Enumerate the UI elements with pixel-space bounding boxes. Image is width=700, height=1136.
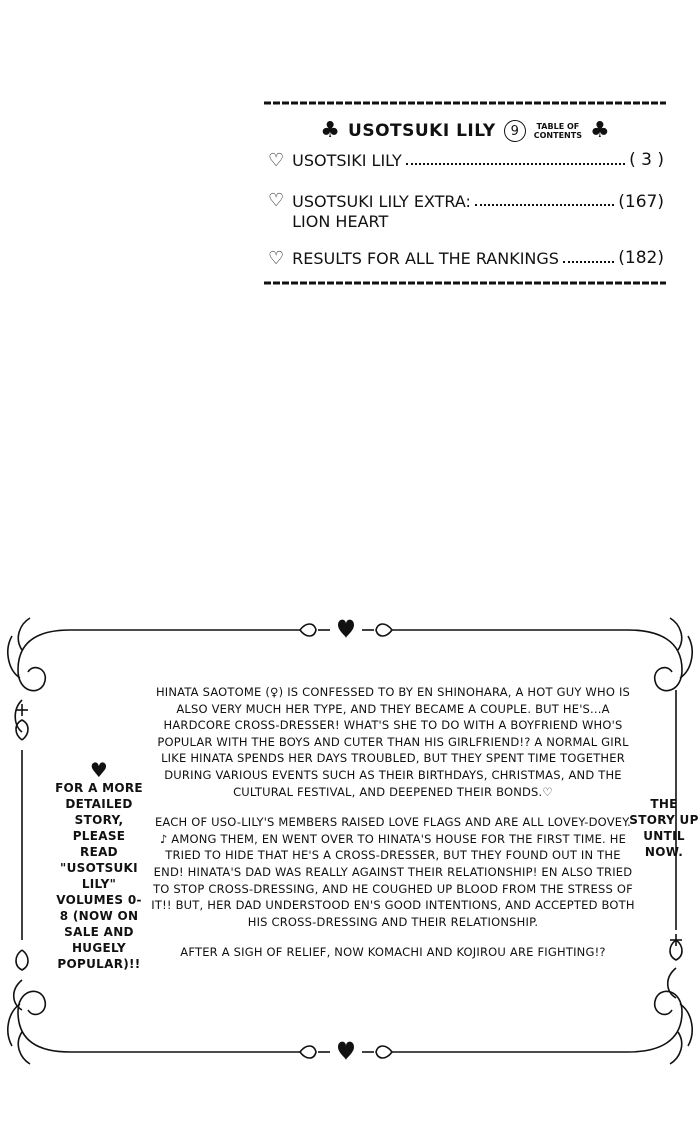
story-summary — [150, 684, 636, 975]
toc-entry-label-line1: USOTSUKI LILY EXTRA: — [292, 192, 471, 211]
toc-subtitle — [534, 122, 582, 140]
toc-title: USOTSUKI LILY — [348, 121, 496, 141]
toc-entry-page: ( 3 ) — [629, 150, 664, 170]
heart-outline-icon: ♡ — [268, 248, 285, 269]
club-icon: ♣ — [320, 118, 341, 143]
toc-entry — [268, 150, 664, 170]
dot-leader — [475, 204, 614, 206]
left-side-note — [54, 760, 144, 972]
toc-entry-label-line2: LION HEART — [292, 212, 389, 231]
heart-icon — [338, 1042, 354, 1060]
toc-entry-page: (182) — [618, 248, 664, 268]
toc-header — [264, 116, 666, 146]
dot-leader — [406, 163, 625, 165]
toc-entry-label: RESULTS FOR ALL THE RANKINGS — [292, 249, 559, 268]
toc-subtitle-line1: TABLE OF — [536, 122, 580, 131]
toc-bottom-border — [264, 280, 666, 286]
toc-entry — [268, 248, 664, 268]
heart-outline-icon: ♡ — [268, 190, 285, 211]
toc-entry-label — [292, 192, 471, 232]
heart-icon — [338, 620, 354, 638]
right-side-note: THE STORY UP UNTIL NOW. — [629, 797, 699, 859]
left-note-text: FOR A MORE DETAILED STORY, PLEASE READ "USOTSUKI LILY" VOLUMES 0-8 (NOW ON SALE AND HUGELY POPULAR)!! — [55, 781, 143, 971]
club-icon: ♣ — [589, 118, 610, 143]
heart-icon: ♥ — [89, 758, 109, 782]
toc-subtitle-line2: CONTENTS — [533, 131, 582, 140]
story-paragraph-1: HINATA SAOTOME (♀) IS CONFESSED TO BY EN SHINOHARA, A HOT GUY WHO IS ALSO VERY MUCH HER TYPE, AND THEY BECAME A COUPLE. BUT HE'S...A HARDCORE CROSS-DRESSER! WHAT'S SHE TO DO WITH A BOYFRIEND WHO'S POPULAR WITH THE BOYS AND CUTER THAN HIS GIRLFRIEND!? A NORMAL GIRL LIKE HINATA SPENDS HER DAYS TROUBLED, BUT THEY SPENT TIME TOGETHER DURING VARIOUS EVENTS SUCH AS THEIR BIRTHDAYS, CHRISTMAS, AND THE CULTURAL FESTIVAL, AND DEEPENED THEIR BONDS.♡ — [155, 685, 631, 799]
volume-number: 9 — [504, 120, 526, 142]
story-paragraph-2: EACH OF USO-LILY'S MEMBERS RAISED LOVE FLAGS AND ARE ALL LOVEY-DOVEY. ♪ AMONG THEM, EN WENT OVER TO HINATA'S HOUSE FOR THE FIRST TIME. HE TRIED TO HIDE THAT HE'S A CROSS-DRESSER, BUT THEY FOUND OUT IN THE END! HINATA'S DAD WAS REALLY AGAINST THEIR RELATIONSHIP! EN ALSO TRIED TO STOP CROSS-DRESSING, AND HE COUGHED UP BLOOD FROM THE STRESS OF IT!! BUT, HER DAD UNDERSTOOD EN'S GOOD INTENTIONS, AND ACCEPTED BOTH HIS CROSS-DRESSING AND THEIR RELATIONSHIP. — [151, 815, 635, 929]
toc-top-border — [264, 100, 666, 106]
story-frame — [0, 600, 700, 1080]
table-of-contents — [264, 100, 666, 290]
heart-outline-icon: ♡ — [268, 150, 285, 171]
toc-entry-label: USOTSIKI LILY — [292, 151, 402, 170]
toc-entry — [268, 192, 664, 232]
dot-leader — [563, 261, 614, 263]
toc-entry-page: (167) — [618, 192, 664, 212]
story-paragraph-3: AFTER A SIGH OF RELIEF, NOW KOMACHI AND KOJIROU ARE FIGHTING!? — [180, 945, 606, 960]
